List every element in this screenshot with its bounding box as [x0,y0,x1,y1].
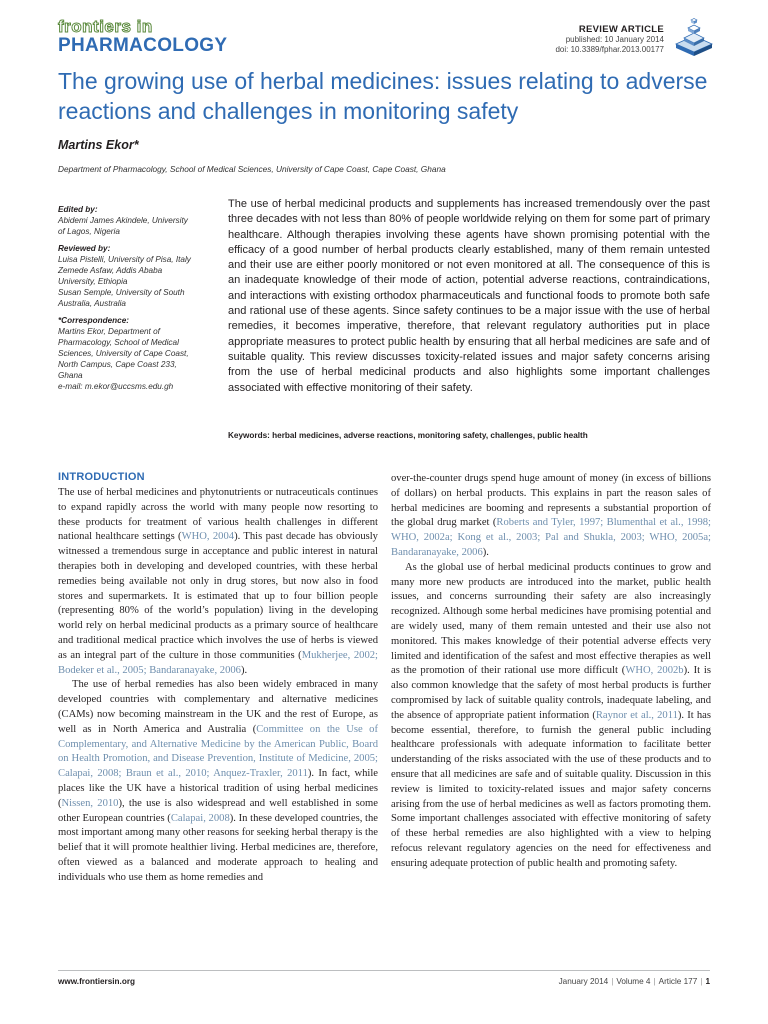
edited-by-label: Edited by: [58,205,98,214]
text-run: ). In fact, while places like the UK have a historical tradition of using herbal medicines ( [58,768,378,809]
text-run: ), the use is also widespread and well established in some other European countries ( [58,797,378,824]
stacked-blocks-logo-icon [672,14,716,58]
correspondence-line: Sciences, University of Cape Coast, [58,349,189,358]
text-run: over-the-counter drugs spend huge amount of money (in excess of billions of dollars) on herbal products. This explains in part the reason sales of herbal medicines are booming and represents a substantial proportion of the global drug market ( [391,473,711,529]
paragraph [391,561,711,872]
reviewer-line: Australia, Australia [58,299,126,308]
text-run: ). [240,664,248,676]
article-title: The growing use of herbal medicines: issues relating to adverse reactions and challenges in monitoring safety [58,68,708,124]
article-meta-header [555,24,664,55]
footer-citation-info: January 2014 | Volume 4 | Article 177 | 1 [558,977,710,986]
correspondence-line: Ghana [58,371,83,380]
text-run: ). It is also common knowledge that the safety of most herbal products is further compromised by lack of suitable quality controls, inadequate labeling, and the absence of appropriate patient information ( [391,665,711,721]
reviewer-line: Luisa Pistelli, University of Pisa, Italy [58,255,191,264]
paragraph [58,678,378,885]
reviewer-line: Susan Semple, University of South [58,288,185,297]
text-run: The use of herbal remedies has also been widely embraced in many developed countries with complementary and alternative medicines (CAMs) now becoming mainstream in the UK and the rest of Europe, as well as in North America and Australia ( [58,679,378,735]
paragraph [391,472,711,561]
body-column-left [58,470,378,886]
footer-article: Article 177 [658,977,698,986]
text-run: ). This past decade has obviously witnessed a tremendous surge in acceptance and public interest in natural therapies both in developing and developed countries, with these herbal remedies being available not only in drug stores, but now also in food stores and supermarkets. It is estimated that up to four billion people (representing 80% of the world’s population) living in the developing world rely on herbal medicinal products as a primary source of healthcare and traditional medical practice which involves the use of herbs is viewed as an integral part of the culture in those communities ( [58,531,378,661]
citation-link[interactable]: Nissen, 2010 [61,797,119,809]
editorial-sidebar [58,204,218,398]
footer-divider [58,970,710,971]
section-heading-introduction: INTRODUCTION [58,471,145,483]
footer-date: January 2014 [558,977,609,986]
article-type: REVIEW ARTICLE [578,24,664,35]
reviewed-by-label: Reviewed by: [58,244,111,253]
citation-link[interactable]: WHO, 2004 [181,531,235,543]
citation-link[interactable]: WHO, 2002b [625,665,684,677]
author-affiliation: Department of Pharmacology, School of Medical Sciences, University of Cape Coast, Cape Coast, Ghana [58,164,446,174]
brand-frontiers-text: frontiers in [58,17,153,36]
correspondence-line: North Campus, Cape Coast 233, [58,360,177,369]
correspondence-line: Martins Ekor, Department of [58,327,160,336]
keywords-label: Keywords: [228,431,270,440]
keywords [228,431,588,440]
reviewer-line: Zemede Asfaw, Addis Ababa [58,266,163,275]
correspondence-label: *Correspondence: [58,316,129,325]
correspondence-block [58,315,218,392]
footer-volume: Volume 4 [616,977,651,986]
reviewed-by-block [58,243,218,309]
author-name[interactable]: Martins Ekor* [58,138,139,152]
citation-link[interactable]: Roberts and Tyler, 1997; Blumenthal et al., 1998; WHO, 2002a; Kong et al., 2003; Pal and Shukla, 2003; WHO, 2005a; Bandaranayake, 2006 [391,517,711,558]
citation-link[interactable]: Calapai, 2008 [170,812,230,824]
paragraph [58,486,378,678]
journal-brand[interactable] [58,18,227,55]
body-column-right [391,472,711,872]
text-run: The use of herbal medicines and phytonutrients or nutraceuticals continues to expand rapidly across the world with many people now resorting to these products for treatment of various health challenges in different national healthcare settings ( [58,487,378,543]
editor-line: Abidemi James Akindele, University [58,216,188,225]
correspondence-line: Pharmacology, School of Medical [58,338,179,347]
doi-link[interactable]: doi: 10.3389/fphar.2013.00177 [555,45,664,54]
text-run: ). It has become essential, therefore, to furnish the general public including healthcare professionals with adequate information to facilitate better understanding of the risks associated with the use of these products and to ensure that all medicines are safe and of suitable quality. Discussion in this review is limited to toxicity-related issues and major safety concerns arising from the use of herbal medicines as well as factors promoting them. Some important challenges associated with effective monitoring of safety of these herbal remedies are also highlighted with a view to helping refocus relevant regulatory agencies on the need for effectiveness and ensuring adequate protection of public health and promoting safety. [391,709,711,869]
text-run: ). [482,546,489,558]
editor-line: of Lagos, Nigeria [58,227,120,236]
text-run: As the global use of herbal medicinal products continues to grow and many more new products are introduced into the market, public health issues, and concerns surrounding their safety are also increasingly recognized. Although some herbal medicines have promising potential and are widely used, many of them remain untested and their use also not monitored. This makes knowledge of their potential adverse effects very limited and identification of the safest and most effective therapies as well as the promotion of their rational use more difficult ( [391,561,711,677]
edited-by-block [58,204,218,237]
keywords-list: herbal medicines, adverse reactions, monitoring safety, challenges, public health [272,431,588,440]
text-run: ). In these developed countries, the most important among many other reasons for seeking herbal therapy is the belief that it will promote healthier living. Herbal medicines are, therefore, often viewed as a balanced and moderate approach to healing and individuals who use them as home remedies and [58,812,379,883]
abstract: The use of herbal medicinal products and supplements has increased tremendously over the past three decades with not less than 80% of people worldwide relying on them for some part of primary healthcare. Although therapies involving these agents have shown promising potential with the efficacy of a good number of herbal products clearly established, many of them remain untested and their use are either poorly monitored or not even monitored at all. The consequence of this is an inadequate knowledge of their mode of action, potential adverse reactions, contraindications, and interactions with existing orthodox pharmaceuticals and functional foods to promote both safe and rational use of these agents. Since safety continues to be a major issue with the use of herbal remedies, it becomes imperative, therefore, that relevant regulatory authorities put in place appropriate measures to protect public health by ensuring that all herbal medicines are safe and of suitable quality. This review discusses toxicity-related issues and major safety concerns arising from the use of herbal medicinal products and also highlights some important challenges associated with effective monitoring of their safety. [228,198,710,394]
citation-link[interactable]: Committee on the Use of Complementary, and Alternative Medicine by the American Public, Board on Health Promotion, and Disease Prevention, Institute of Medicine, 2005; Calapai, 2008; Braun et al., 2010; Anquez-Traxler, 2011 [58,723,379,780]
citation-link[interactable]: Mukherjee, 2002; Bodeker et al., 2005; Bandaranayake, 2006 [58,649,378,676]
page-number: 1 [705,977,710,986]
citation-link[interactable]: Raynor et al., 2011 [595,709,678,721]
footer-website-link[interactable]: www.frontiersin.org [58,977,136,986]
brand-journal-name: PHARMACOLOGY [58,35,228,56]
reviewer-line: University, Ethiopia [58,277,128,286]
published-date: published: 10 January 2014 [565,35,664,44]
correspondence-email[interactable]: e-mail: m.ekor@uccsms.edu.gh [58,382,174,391]
